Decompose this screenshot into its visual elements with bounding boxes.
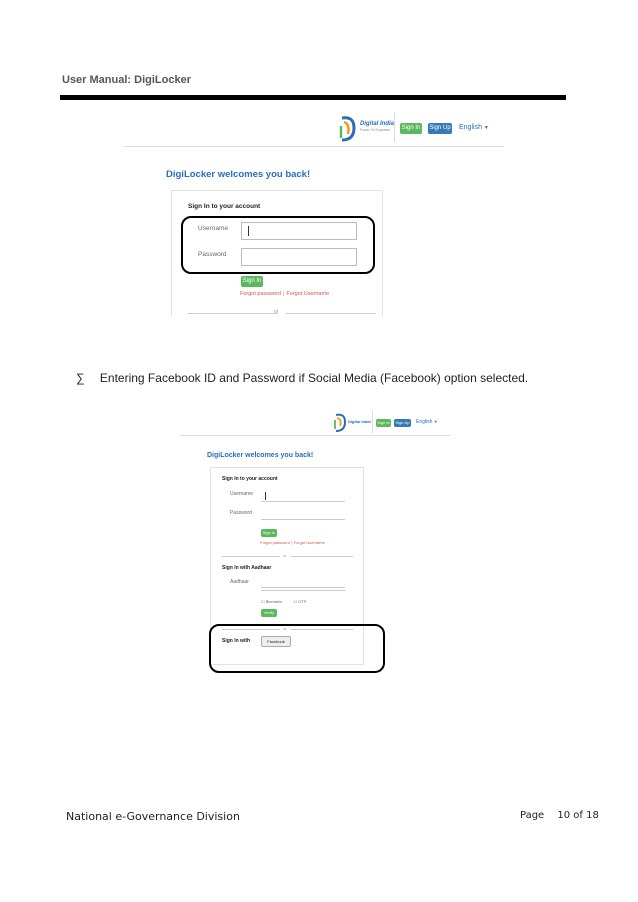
- screenshot-topbar: [124, 108, 504, 147]
- language-select[interactable]: [459, 124, 489, 131]
- digital-india-logo-icon: [338, 114, 356, 142]
- language-label: English: [416, 419, 433, 425]
- or-rule-left: [188, 313, 278, 314]
- forgot-password-link[interactable]: Forgot password: [260, 540, 290, 545]
- aadhaar-label: Aadhaar: [230, 579, 249, 585]
- username-input[interactable]: [261, 490, 345, 502]
- welcome-heading: DigiLocker welcomes you back!: [166, 169, 311, 180]
- facebook-button[interactable]: Facebook: [261, 636, 291, 647]
- link-separator: |: [291, 540, 293, 545]
- otp-radio[interactable]: ☐ OTP: [293, 599, 307, 604]
- signup-button[interactable]: Sign Up: [395, 420, 410, 425]
- welcome-heading: DigiLocker welcomes you back!: [207, 452, 314, 459]
- bullet-symbol: ∑: [76, 371, 85, 385]
- signup-button[interactable]: Sign Up: [428, 123, 452, 134]
- digital-india-logo-icon: [333, 412, 346, 432]
- verify-button[interactable]: Verify: [261, 609, 277, 617]
- logo-subtext: Power To Empower: [360, 128, 391, 132]
- or2-text: or: [283, 626, 287, 631]
- page-number: 10 of 18: [557, 810, 599, 821]
- topbar-divider: [394, 112, 395, 142]
- language-select[interactable]: [416, 419, 438, 425]
- signin-button[interactable]: Sign In: [400, 123, 422, 134]
- link-separator: |: [282, 291, 285, 297]
- language-label: English: [459, 124, 482, 131]
- forgot-password-link[interactable]: Forgot password: [240, 291, 281, 297]
- screenshot-signin: [124, 108, 504, 318]
- forgot-links: [260, 540, 325, 545]
- forgot-username-link[interactable]: Forgot Username: [293, 540, 325, 545]
- forgot-links: [240, 291, 329, 297]
- instruction-text: Entering Facebook ID and Password if Social Media (Facebook) option selected.: [99, 371, 529, 385]
- topbar-divider: [372, 411, 373, 433]
- auth-options: [261, 599, 306, 604]
- forgot-username-link[interactable]: Forgot Username: [286, 291, 330, 297]
- username-label: Username: [198, 225, 228, 232]
- signin-submit-button[interactable]: Sign In: [262, 530, 276, 535]
- signin-button[interactable]: Sign In: [377, 420, 390, 425]
- logo-text: Digital India: [348, 419, 371, 424]
- caret-down-icon: ▼: [483, 125, 489, 131]
- username-label: Username: [230, 491, 254, 497]
- footer-organization: National e-Governance Division: [66, 810, 240, 823]
- highlight-callout: [209, 624, 385, 673]
- screenshot-social-signin: [180, 408, 450, 673]
- or-rule-right: [291, 556, 353, 557]
- or-rule-left: [222, 556, 280, 557]
- footer-page-info: [520, 810, 599, 821]
- or-rule-right: [286, 313, 376, 314]
- document-header-title: User Manual: DigiLocker: [62, 74, 191, 86]
- or-text: or: [274, 309, 279, 315]
- header-divider: [60, 95, 566, 100]
- panel-title: Sign In to your account: [188, 203, 261, 210]
- logo-text: Digital India: [360, 121, 395, 127]
- page-label: Page: [520, 810, 545, 821]
- password-label: Password: [198, 251, 227, 258]
- aadhaar-input[interactable]: [261, 577, 345, 588]
- caret-down-icon: ▼: [433, 419, 438, 424]
- otp-label: OTP: [298, 599, 307, 604]
- panel-title: Sign In to your account: [222, 476, 278, 482]
- screenshot-topbar: [180, 408, 450, 436]
- password-label: Password: [230, 510, 252, 516]
- highlight-callout: [181, 216, 375, 274]
- instruction-bullet: [76, 371, 528, 385]
- biometric-label: Biometric: [265, 599, 283, 604]
- biometric-radio[interactable]: ☐ Biometric: [261, 599, 283, 604]
- aadhaar-input-underline: [261, 590, 345, 591]
- signin-submit-button[interactable]: Sign In: [241, 276, 263, 287]
- text-cursor: [265, 492, 266, 500]
- aadhaar-title: Sign In with Aadhaar: [222, 565, 272, 571]
- password-input[interactable]: [261, 508, 345, 520]
- social-signin-label: Sign In with: [222, 638, 251, 644]
- or-text: or: [283, 553, 287, 558]
